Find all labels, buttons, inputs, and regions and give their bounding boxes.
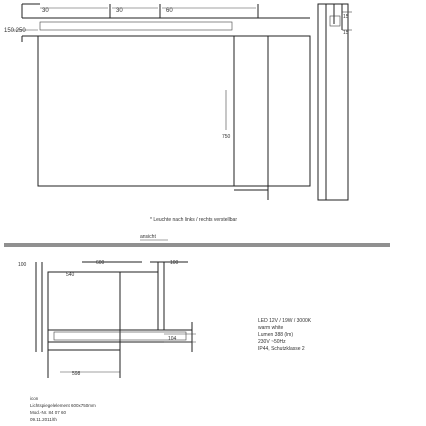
spec-list [258, 318, 312, 352]
info-line: 09.11.2011/th [30, 417, 57, 422]
dim-side-a: 15 [343, 14, 349, 20]
spec-line: 230V ~50Hz [258, 339, 286, 345]
info-block [30, 396, 96, 422]
bottom-top-view [36, 262, 196, 378]
dim-side-b: 15 [343, 30, 349, 36]
dim-top-left: 30 [42, 8, 49, 14]
dim-bottom-top-b: 100 [170, 260, 179, 266]
dim-top-mid: 30 [116, 8, 123, 14]
section-label: ansicht [140, 234, 156, 240]
info-line: Lichtspiegelelement 600x750mm [30, 403, 96, 408]
top-front-view [12, 4, 310, 200]
dim-top-right: 60 [166, 8, 173, 14]
section-divider [4, 240, 390, 246]
info-line: icon [30, 396, 39, 401]
dim-bottom-left: 100 [18, 262, 27, 268]
dim-bottom-top-a: 600 [96, 260, 105, 266]
dim-bottom-mid: 104 [168, 336, 177, 342]
info-line: Mod.-Nr. 84 07 60 [30, 410, 67, 415]
dim-bottom-inner-top: 540 [66, 272, 75, 278]
dim-center: 750 [222, 134, 231, 140]
dim-bottom-bottom: 598 [72, 371, 81, 377]
spec-line: Lumen 388 (lm) [258, 332, 294, 338]
dim-left: 150.250 [4, 28, 26, 34]
spec-line: warm white [258, 325, 284, 331]
footnote: * Leuchte nach links / rechts verstellbar [150, 217, 237, 223]
spec-line: IP44, Schutzklasse 2 [258, 346, 305, 352]
spec-line: LED 12V / 19W / 3000K [258, 318, 312, 324]
